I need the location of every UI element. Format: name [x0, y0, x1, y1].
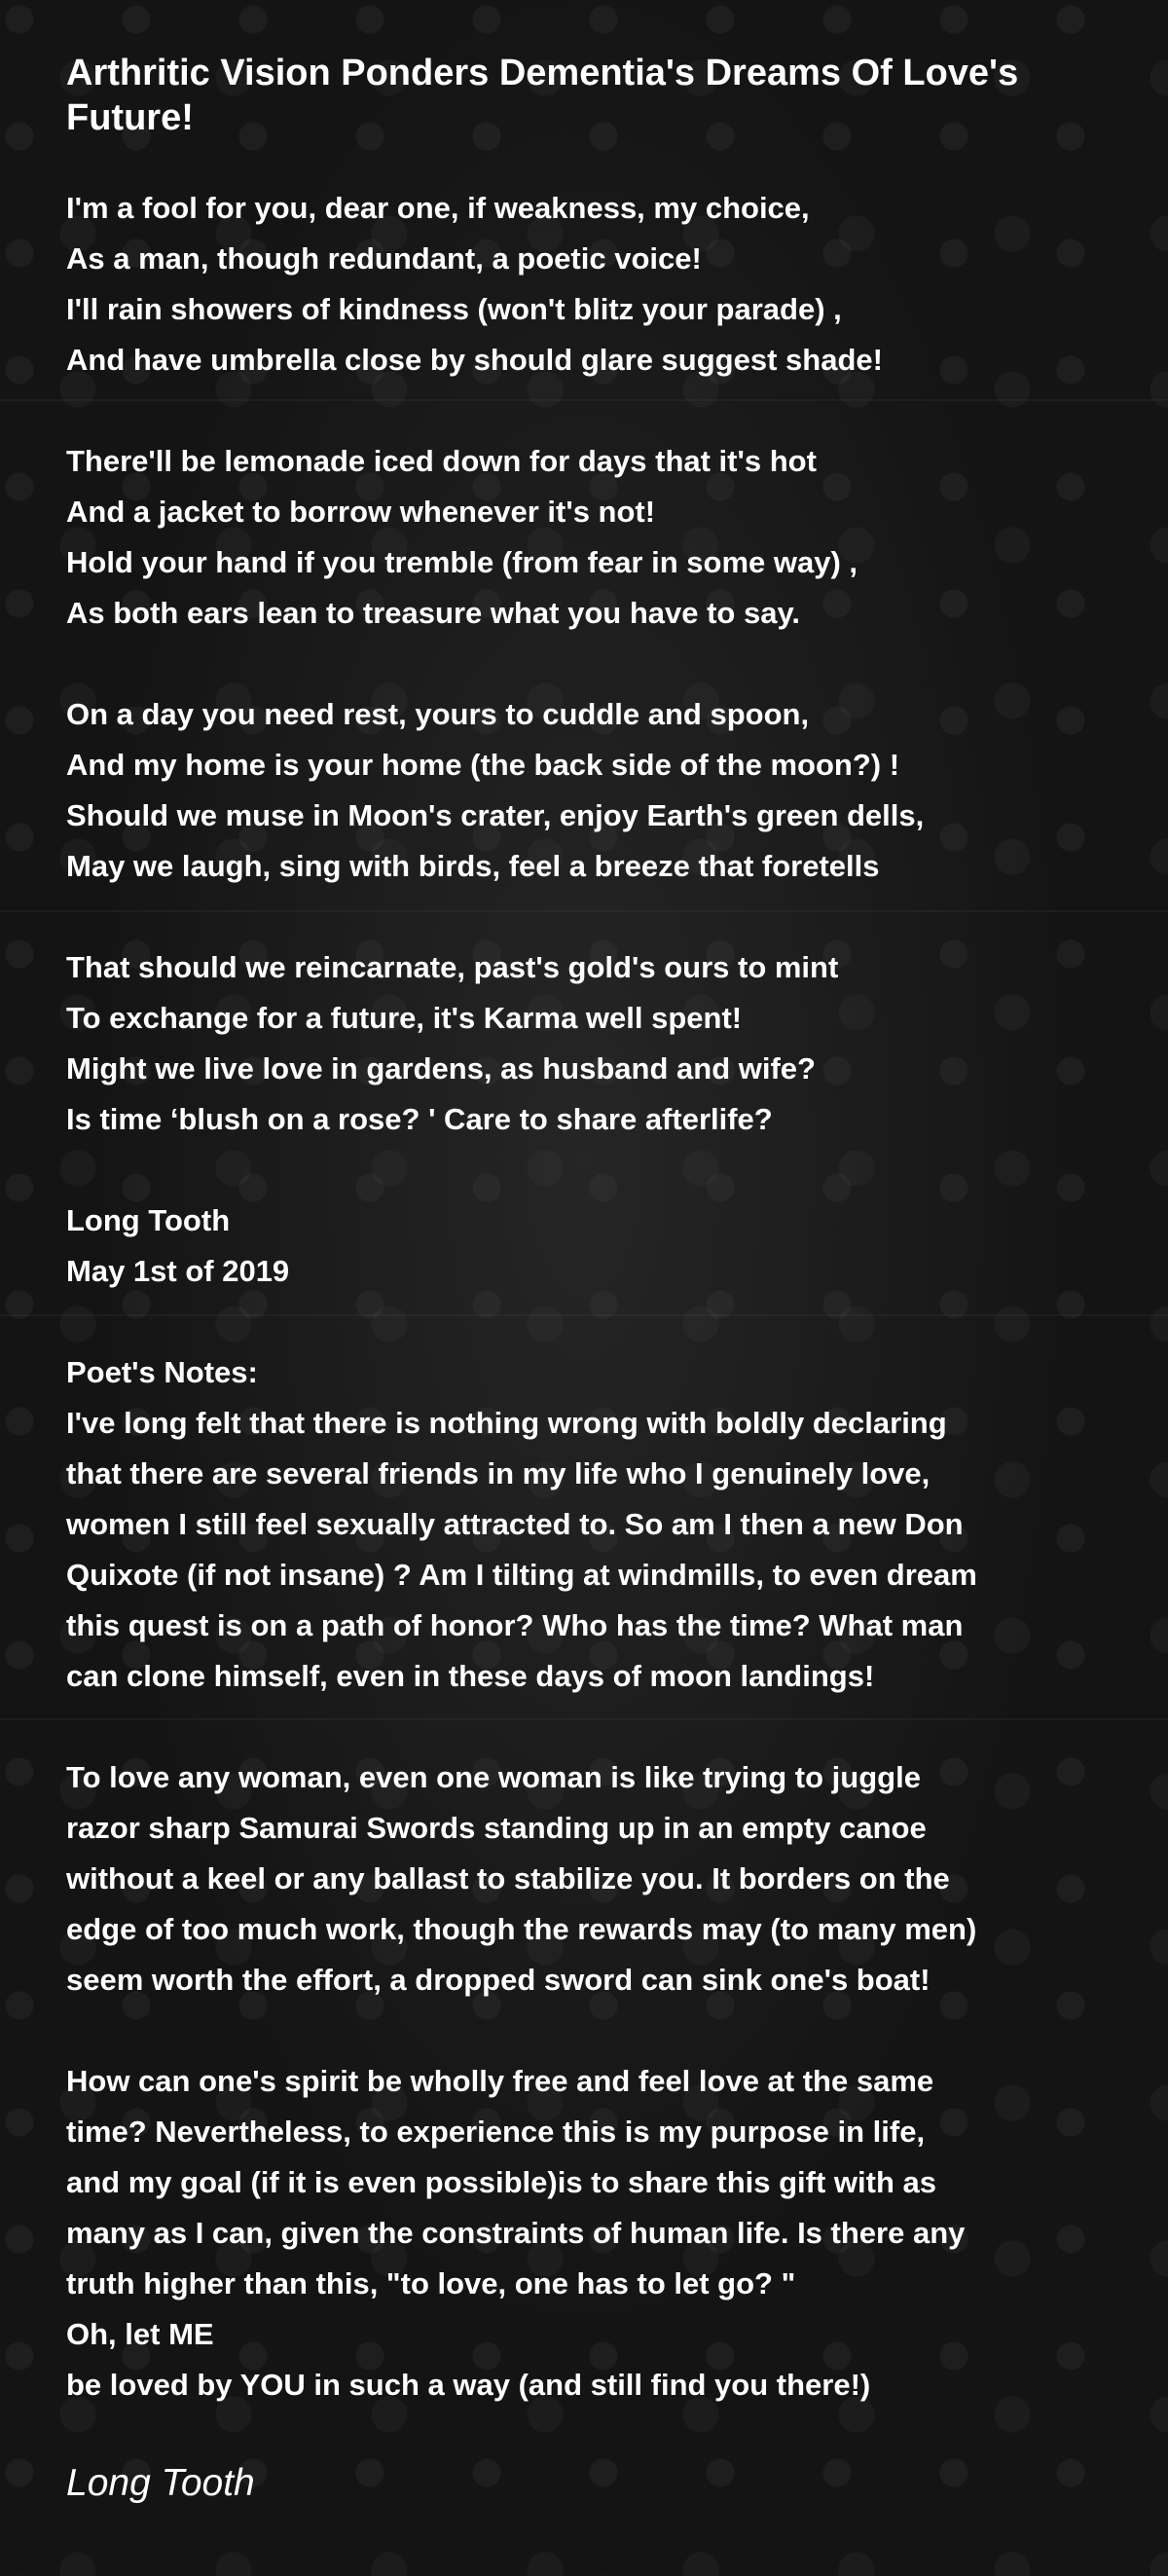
stanza: [66, 689, 1168, 892]
poem-line: And my home is your home (the back side of the moon?) !: [66, 748, 900, 782]
poem-line: I'm a fool for you, dear one, if weakness, my choice,: [66, 191, 810, 225]
poem-line: this quest is on a path of honor? Who has the time? What man: [66, 1608, 964, 1642]
poem-line: Might we live love in gardens, as husband and wife?: [66, 1051, 816, 1086]
poem-line: May we laugh, sing with birds, feel a breeze that foretells: [66, 849, 880, 883]
poem-line: As both ears lean to treasure what you have to say.: [66, 596, 800, 630]
background-band: [0, 1314, 1168, 1316]
poem-line: razor sharp Samurai Swords standing up in an empty canoe: [66, 1811, 927, 1845]
background-band: [0, 1718, 1168, 1720]
poem-line: edge of too much work, though the rewards may (to many men): [66, 1912, 977, 1946]
stanza: [66, 1196, 1168, 1297]
poem-line: Is time ‘blush on a rose? ' Care to share afterlife?: [66, 1102, 773, 1136]
poem-line: Quixote (if not insane) ? Am I tilting at windmills, to even dream: [66, 1558, 977, 1592]
stanza: [66, 1347, 1168, 1702]
poem-line: Oh, let ME: [66, 2317, 214, 2351]
poem-line: To exchange for a future, it's Karma well spent!: [66, 1001, 743, 1035]
poem-line: without a keel or any ballast to stabilize you. It borders on the: [66, 1861, 950, 1895]
poem-line: women I still feel sexually attracted to. So am I then a new Don: [66, 1507, 964, 1541]
poem-line: Hold your hand if you tremble (from fear in some way) ,: [66, 545, 858, 579]
poem-line: truth higher than this, "to love, one has to let go? ": [66, 2266, 796, 2300]
poem-title: Arthritic Vision Ponders Dementia's Dreams Of Love's Future!: [66, 53, 1019, 138]
poem-line: There'll be lemonade iced down for days that it's hot: [66, 444, 817, 478]
poem-line: I've long felt that there is nothing wrong with boldly declaring: [66, 1406, 947, 1440]
poem-line: How can one's spirit be wholly free and feel love at the same: [66, 2064, 934, 2098]
poem-line: And have umbrella close by should glare suggest shade!: [66, 343, 883, 377]
poem-line: May 1st of 2019: [66, 1254, 290, 1288]
poem-line: That should we reincarnate, past's gold's ours to mint: [66, 950, 839, 984]
poem-line: Should we muse in Moon's crater, enjoy Earth's green dells,: [66, 798, 925, 832]
poem-line: To love any woman, even one woman is like trying to juggle: [66, 1760, 921, 1794]
poem-body: [66, 183, 1168, 2410]
poem-line: On a day you need rest, yours to cuddle and spoon,: [66, 697, 810, 731]
stanza: [66, 1752, 1168, 2006]
stanza: [66, 183, 1168, 386]
background-band: [0, 910, 1168, 912]
stanza: [66, 2056, 1168, 2410]
poem-line: time? Nevertheless, to experience this is my purpose in life,: [66, 2115, 926, 2149]
poem-line: can clone himself, even in these days of moon landings!: [66, 1659, 875, 1693]
background-band: [0, 399, 1168, 401]
poem-line: And a jacket to borrow whenever it's not!: [66, 495, 656, 529]
poem-line: seem worth the effort, a dropped sword can sink one's boat!: [66, 1963, 931, 1997]
poem-line: and my goal (if it is even possible)is to share this gift with as: [66, 2165, 937, 2199]
poem-line: be loved by YOU in such a way (and still find you there!): [66, 2368, 871, 2402]
stanza: [66, 942, 1168, 1145]
poem-line: As a man, though redundant, a poetic voice!: [66, 241, 702, 276]
stanza: [66, 436, 1168, 639]
poem-line: Poet's Notes:: [66, 1355, 258, 1389]
poet-signature: Long Tooth: [66, 2462, 255, 2504]
poem-line: many as I can, given the constraints of human life. Is there any: [66, 2216, 966, 2250]
poem-line: Long Tooth: [66, 1203, 231, 1237]
poem-line: I'll rain showers of kindness (won't blitz your parade) ,: [66, 292, 842, 326]
poem-line: that there are several friends in my life who I genuinely love,: [66, 1456, 931, 1490]
